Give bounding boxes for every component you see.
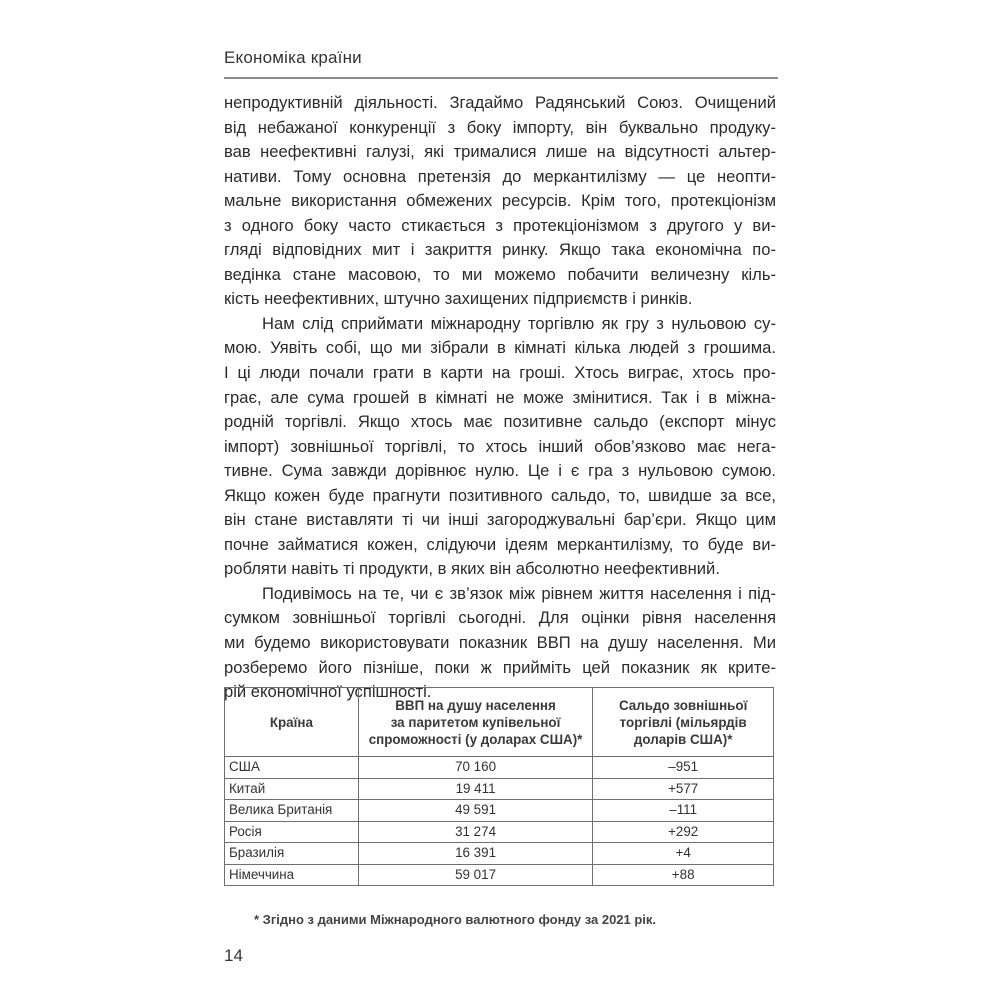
- cell-country: Китай: [225, 778, 359, 800]
- table-row: [225, 821, 774, 843]
- table-row: [225, 757, 774, 779]
- cell-country: Велика Британія: [225, 800, 359, 822]
- cell-trade-balance: +292: [593, 821, 774, 843]
- text-line: від небажаної конкуренції з боку імпорту, він буквально продуку-: [224, 117, 776, 137]
- cell-gdp: 19 411: [358, 778, 593, 800]
- text-line: сумком зовнішньої торгівлі сьогодні. Для оцінки рівня населення: [224, 608, 776, 628]
- paragraph: [224, 312, 776, 582]
- header-line: спроможності (у доларах США)*: [368, 731, 583, 747]
- body-text: [224, 91, 776, 705]
- text-line: гляді відповідних мит і закриття ринку. Якщо така економічна по-: [224, 240, 776, 260]
- cell-country: Німеччина: [225, 864, 359, 886]
- page-number: 14: [224, 946, 243, 965]
- cell-country: США: [225, 757, 359, 779]
- cell-trade-balance: +88: [593, 864, 774, 886]
- cell-trade-balance: +577: [593, 778, 774, 800]
- text-line: Якщо кожен буде прагнути позитивного сальдо, то, швидше за все,: [224, 485, 776, 505]
- text-line: з одного боку часто стикається з протекціонізмом з другого у ви-: [224, 215, 776, 235]
- text-line: тивне. Сума завжди дорівнює нулю. Це і є гра з нульовою сумою.: [224, 461, 776, 481]
- text-line: мою. Уявіть собі, що ми зібрали в кімнаті кілька людей з грошима.: [224, 338, 776, 358]
- text-line: Подивімось на те, чи є зв’язок між рівнем життя населення і під-: [262, 583, 776, 603]
- text-line: мальне використання обмежених ресурсів. Крім того, протекціонізм: [224, 191, 776, 211]
- cell-gdp: 70 160: [358, 757, 593, 779]
- text-line: вав неефективні галузі, які трималися лише на відсутності альтер-: [224, 142, 776, 162]
- table-row: [225, 800, 774, 822]
- header-trade-balance: [593, 688, 774, 757]
- header-rule: [224, 77, 778, 79]
- text-line: І ці люди почали грати в карти на гроші. Хтось виграє, хтось про-: [224, 363, 776, 383]
- text-line: родній торгівлі. Якщо хтось має позитивне сальдо (експорт мінус: [224, 412, 776, 432]
- text-line: робляти навіть ті продукти, в яких він абсолютно неефективний.: [224, 559, 720, 579]
- text-line: грає, але сума грошей в кімнаті не може змінитися. Так і в міжна-: [224, 387, 776, 407]
- table-row: [225, 778, 774, 800]
- cell-trade-balance: –111: [593, 800, 774, 822]
- gdp-trade-table: [224, 687, 774, 886]
- text-line: імпорт) зовнішньої торгівлі, то хтось інший обов’язково має нега-: [224, 436, 776, 456]
- text-line: Нам слід сприймати міжнародну торгівлю як гру з нульовою су-: [262, 313, 776, 333]
- table-footnote: * Згідно з даними Міжнародного валютного фонду за 2021 рік.: [254, 912, 657, 927]
- text-line: розберемо його пізніше, поки ж прийміть цей показник як крите-: [224, 657, 776, 677]
- text-line: він стане виставляти ті чи інші загороджувальні бар’єри. Якщо цим: [224, 510, 776, 530]
- header-line: Сальдо зовнішньої: [618, 697, 748, 713]
- text-line: ми будемо використовувати показник ВВП на душу населення. Ми: [224, 633, 776, 653]
- running-head: Економіка країни: [224, 48, 362, 67]
- header-line: торгівлі (мільярдів: [619, 714, 747, 730]
- cell-trade-balance: –951: [593, 757, 774, 779]
- cell-country: Бразилія: [225, 843, 359, 865]
- text-line: рій економічної успішності.: [224, 682, 432, 702]
- header-line: за паритетом купівельної: [390, 714, 561, 730]
- cell-gdp: 49 591: [358, 800, 593, 822]
- table-header-row: [225, 688, 774, 757]
- header-line: ВВП на душу населення: [395, 697, 556, 713]
- cell-trade-balance: +4: [593, 843, 774, 865]
- table-row: [225, 864, 774, 886]
- text-line: почне займатися кожен, слідуючи ідеям меркантилізму, то буде ви-: [224, 534, 776, 554]
- text-line: ведінка стане масовою, то ми можемо побачити величезну кіль-: [224, 264, 776, 284]
- cell-gdp: 16 391: [358, 843, 593, 865]
- text-line: непродуктивній діяльності. Згадаймо Радянський Союз. Очищений: [224, 93, 776, 112]
- header-line: Країна: [269, 714, 313, 730]
- table-row: [225, 843, 774, 865]
- paragraph: [224, 91, 776, 312]
- text-line: нативи. Тому основна претензія до меркантилізму — це неопти-: [224, 166, 776, 186]
- cell-gdp: 31 274: [358, 821, 593, 843]
- header-gdp: [358, 688, 593, 757]
- cell-gdp: 59 017: [358, 864, 593, 886]
- cell-country: Росія: [225, 821, 359, 843]
- text-line: кість неефективних, штучно захищених підприємств і ринків.: [224, 289, 693, 309]
- header-line: доларів США)*: [633, 731, 733, 747]
- header-country: [225, 688, 359, 757]
